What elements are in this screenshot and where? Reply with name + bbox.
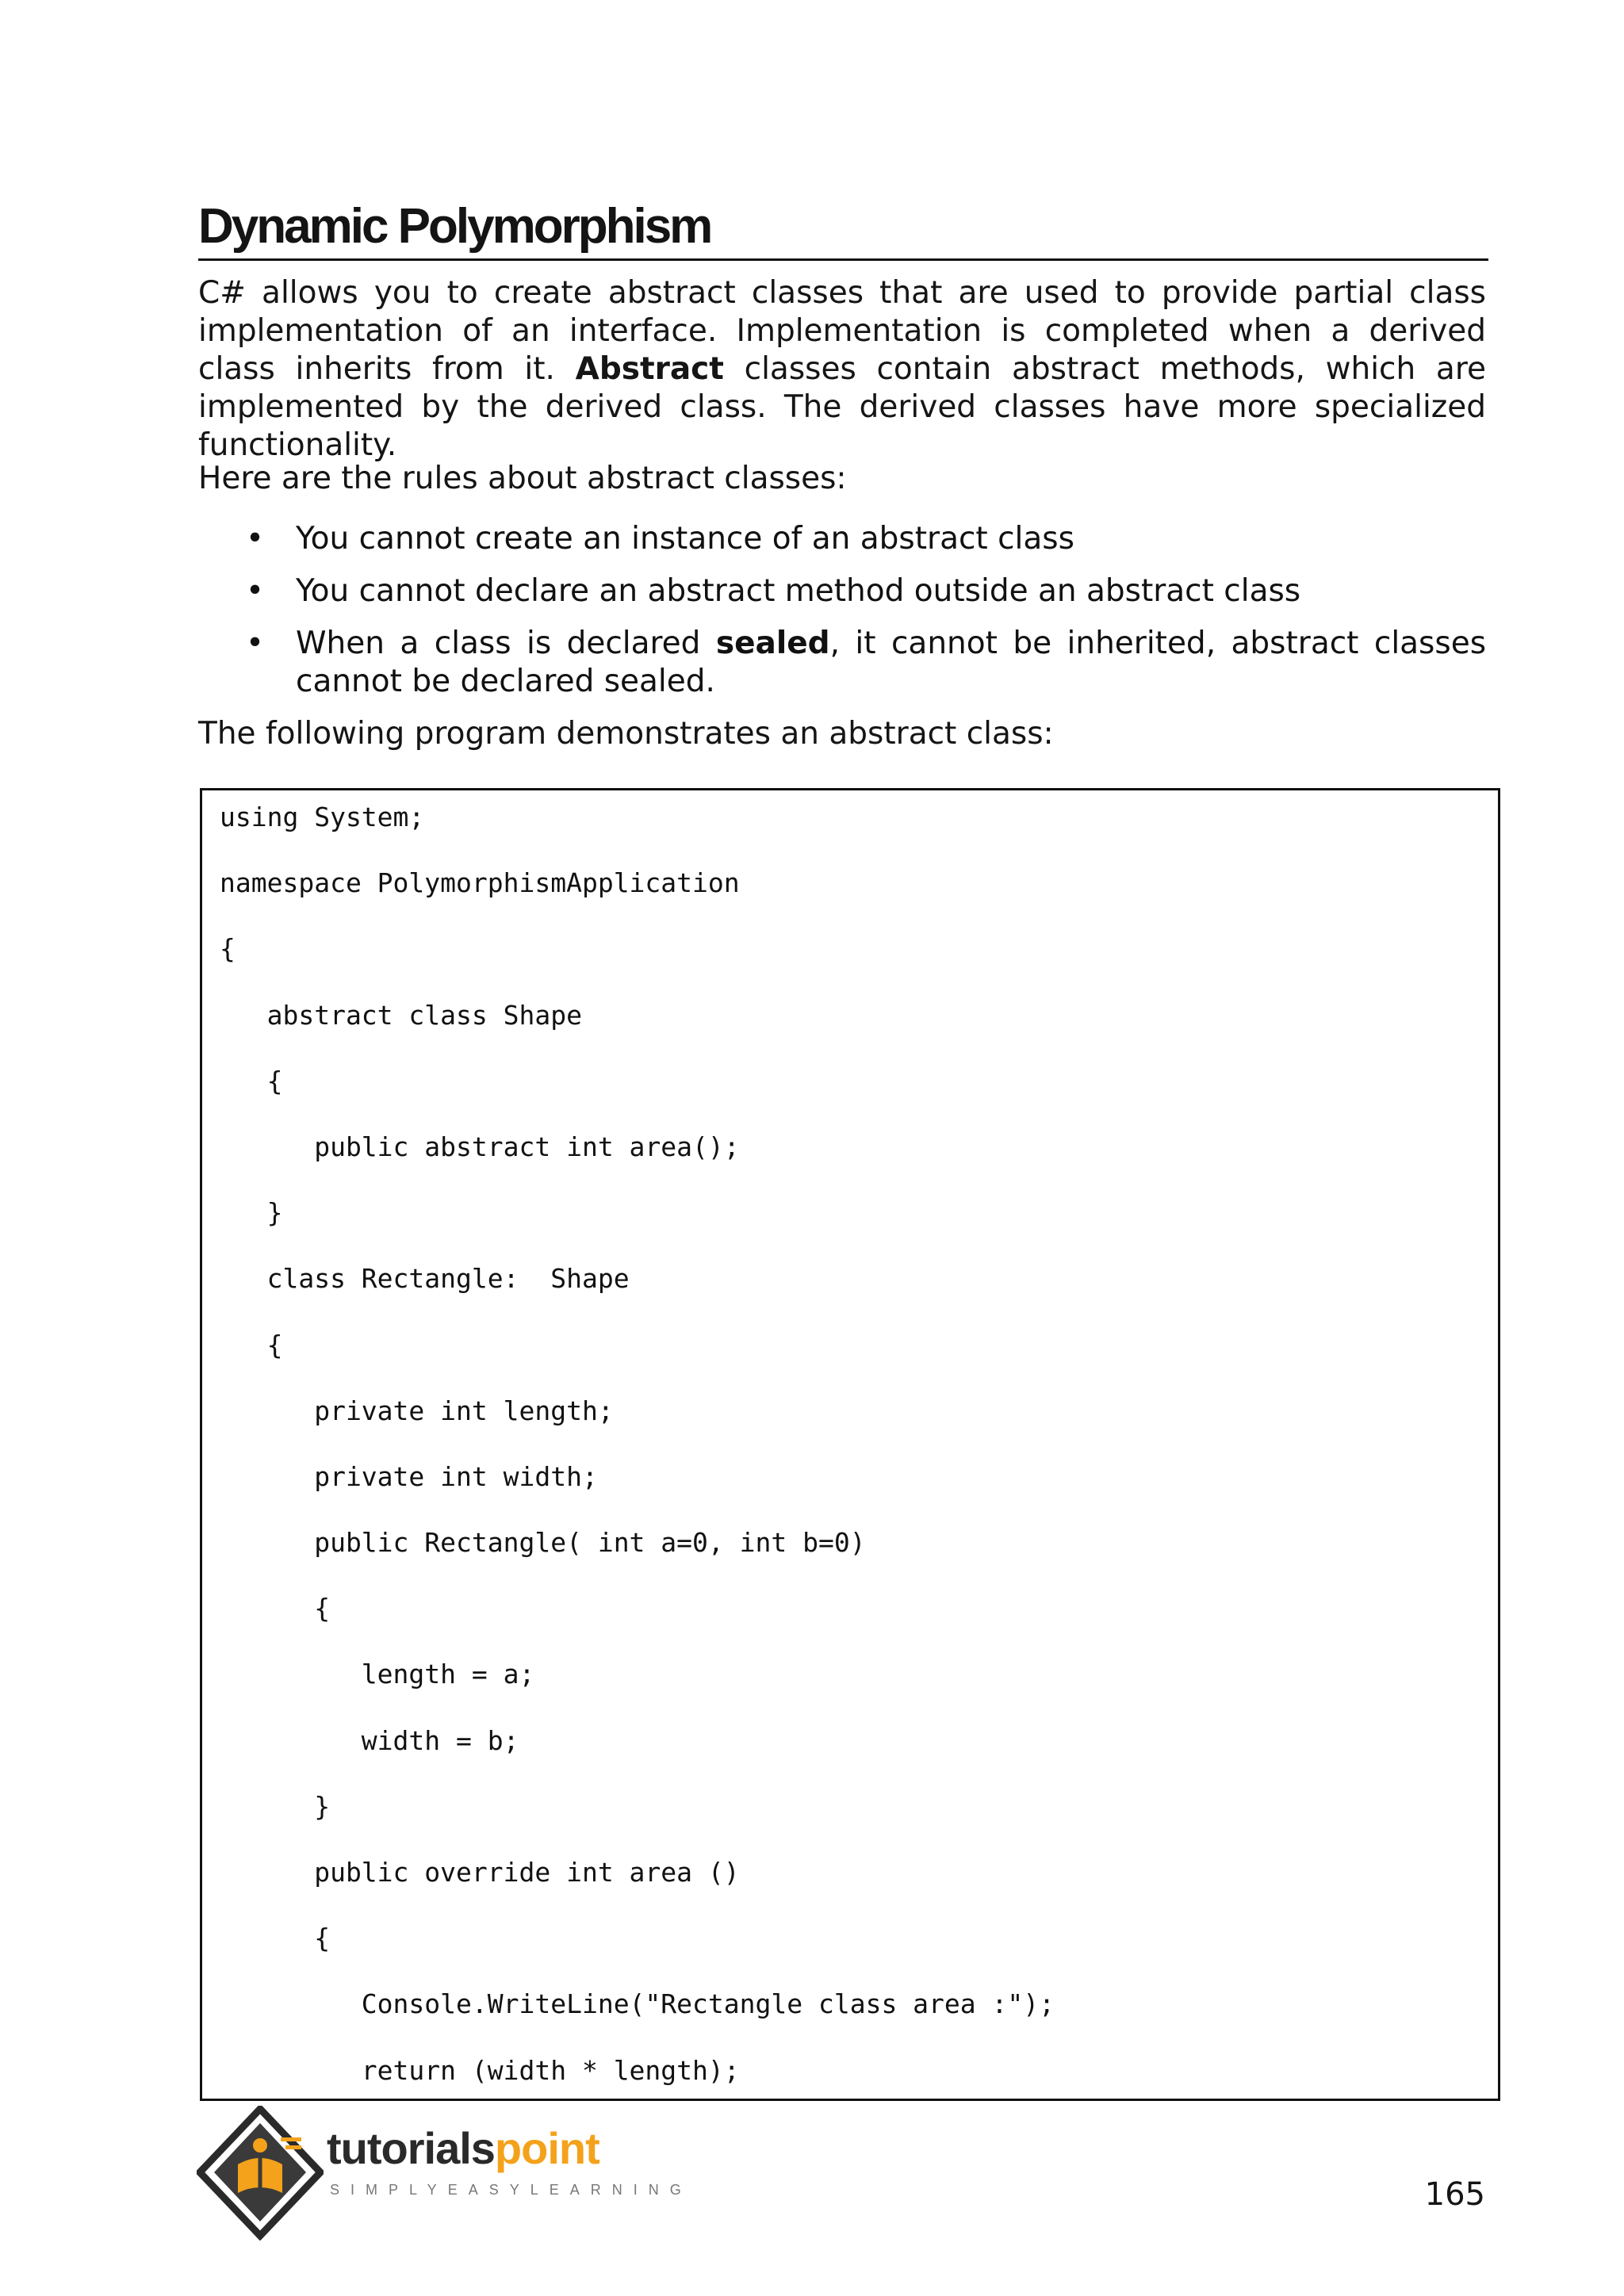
code-lines (220, 803, 1480, 2101)
code-line: abstract class Shape (220, 999, 582, 1031)
logo-word-tutorials: tutorials (327, 2123, 495, 2173)
intro-text-start: C# allows you to create abstract classes that are used to provide partial class implementation of an interface. Implementation is completed when a derived class inherits from it. (198, 275, 1486, 387)
list-item (198, 572, 1486, 610)
demo-intro: The following program demonstrates an abstract class: (198, 716, 1054, 752)
code-line: { (220, 933, 236, 965)
page-number: 165 (1424, 2176, 1485, 2213)
code-block (200, 788, 1500, 2101)
code-line: { (220, 1923, 331, 1954)
rules-list (198, 520, 1486, 715)
code-line: { (220, 1065, 283, 1096)
list-item-bold-term: sealed (715, 626, 830, 661)
code-line: { (220, 1329, 283, 1360)
list-item (198, 520, 1486, 558)
tutorialspoint-logo (197, 2106, 692, 2241)
title-underline (198, 258, 1488, 261)
code-line: } (220, 1790, 331, 1822)
code-line: private int length; (220, 1395, 614, 1426)
rules-intro: Here are the rules about abstract classes: (198, 461, 847, 496)
code-line: private int width; (220, 1460, 598, 1492)
code-line: public Rectangle( int a=0, int b=0) (220, 1527, 866, 1559)
code-line: using System; (220, 802, 425, 832)
intro-text-end: classes contain abstract methods, which are implemented by the derived class. The derived classes have more specialized functionality. (198, 351, 1486, 463)
list-item-text: You cannot create an instance of an abstract class (296, 521, 1074, 557)
code-line: public override int area () (220, 1857, 740, 1888)
intro-paragraph (198, 274, 1486, 465)
list-item-text (296, 625, 1486, 701)
page-title: Dynamic Polymorphism (198, 199, 711, 254)
code-line: public abstract int area(); (220, 1131, 740, 1162)
list-item-text-end: , it cannot be inherited, abstract classes cannot be declared sealed. (296, 626, 1487, 699)
code-line: class Rectangle: Shape (220, 1263, 630, 1295)
code-line: Console.WriteLine("Rectangle class area :"); (220, 1988, 1055, 2020)
bullet-icon: • (246, 573, 265, 609)
logo-wordmark (327, 2125, 599, 2172)
list-item (198, 625, 1486, 701)
code-line: length = a; (220, 1659, 535, 1690)
bullet-icon: • (246, 626, 265, 661)
code-line: } (220, 1197, 283, 1229)
list-item-text: You cannot declare an abstract method outside an abstract class (296, 573, 1301, 609)
logo-emblem-icon (197, 2106, 324, 2241)
list-item-text-start: When a class is declared (296, 626, 716, 661)
intro-bold-term: Abstract (575, 351, 724, 387)
code-line: { (220, 1593, 331, 1624)
code-line: namespace PolymorphismApplication (220, 867, 740, 899)
logo-word-point: point (494, 2123, 599, 2173)
bullet-icon: • (246, 521, 265, 557)
code-line: return (width * length); (220, 2054, 740, 2086)
code-line: width = b; (220, 1724, 519, 1756)
logo-tagline: SIMPLYEASYLEARNING (330, 2182, 692, 2198)
